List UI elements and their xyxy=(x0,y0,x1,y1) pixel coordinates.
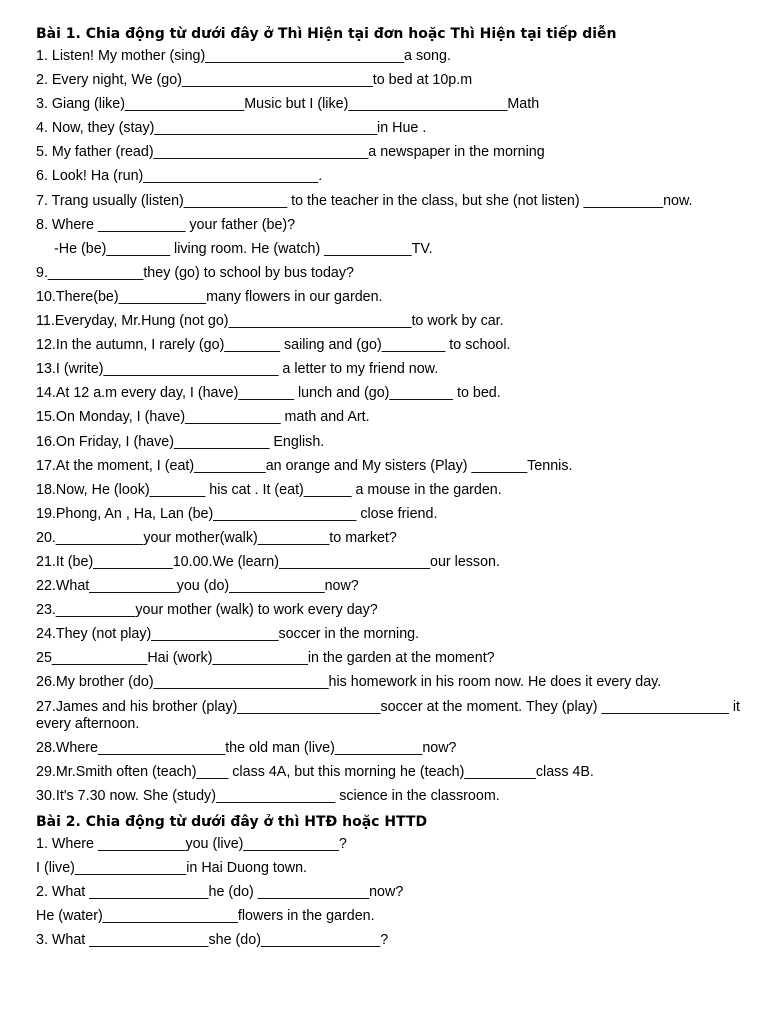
exercise-item: 17.At the moment, I (eat)_________an orange and My sisters (Play) _______Tennis. xyxy=(36,457,573,474)
exercise-item: 13.I (write)______________________ a letter to my friend now. xyxy=(36,361,439,378)
exercise-item: 18.Now, He (look)_______ his cat . It (eat)______ a mouse in the garden. xyxy=(36,481,502,498)
exercise-item: 7. Trang usually (listen)_____________ to the teacher in the class, but she (not listen) __________now. xyxy=(36,192,693,209)
exercise-item: 11.Everyday, Mr.Hung (not go)_______________________to work by car. xyxy=(36,313,504,330)
exercise-item: 19.Phong, An , Ha, Lan (be)__________________ close friend. xyxy=(36,505,438,522)
exercise-item: 14.At 12 a.m every day, I (have)_______ lunch and (go)________ to bed. xyxy=(36,385,501,402)
exercise2-title: Bài 2. Chia động từ dưới đây ở thì HTĐ hoặc HTTD xyxy=(36,813,428,830)
exercise-item: 29.Mr.Smith often (teach)____ class 4A, but this morning he (teach)_________class 4B. xyxy=(36,763,594,780)
exercise-item: 15.On Monday, I (have)____________ math and Art. xyxy=(36,409,370,426)
exercise-item: 9.____________they (go) to school by bus today? xyxy=(36,264,354,281)
exercise-item: 6. Look! Ha (run)______________________. xyxy=(36,168,323,185)
exercise-item: 26.My brother (do)______________________his homework in his room now. He does it every day. xyxy=(36,674,662,691)
exercise1-title: Bài 1. Chia động từ dưới đây ở Thì Hiện tại đơn hoặc Thì Hiện tại tiếp diễn xyxy=(36,26,617,42)
exercise-item: 23.__________your mother (walk) to work every day? xyxy=(36,602,378,619)
exercise-item: 24.They (not play)________________soccer in the morning. xyxy=(36,626,420,643)
exercise-item: 2. Every night, We (go)________________________to bed at 10p.m xyxy=(36,72,473,89)
exercise-item: 28.Where________________the old man (live)___________now? xyxy=(36,739,457,756)
exercise-item: 3. Giang (like)_______________Music but I (like)____________________Math xyxy=(36,96,540,113)
exercise-item: 21.It (be)__________10.00.We (learn)___________________our lesson. xyxy=(36,553,500,570)
exercise-item: 2. What _______________he (do) ______________now? xyxy=(36,884,404,901)
exercise-item: 4. Now, they (stay)____________________________in Hue . xyxy=(36,120,427,137)
exercise-item: 20.___________your mother(walk)_________to market? xyxy=(36,529,397,546)
exercise-item: 30.It's 7.30 now. She (study)_______________ science in the classroom. xyxy=(36,787,500,804)
exercise-item: 10.There(be)___________many flowers in our garden. xyxy=(36,288,383,305)
exercise-item-answer: -He (be)________ living room. He (watch) ___________TV. xyxy=(54,240,433,257)
exercise-item: 12.In the autumn, I rarely (go)_______ sailing and (go)________ to school. xyxy=(36,337,511,354)
exercise-item: 16.On Friday, I (have)____________ English. xyxy=(36,433,325,450)
exercise-item-answer: He (water)_________________flowers in the garden. xyxy=(36,908,375,925)
exercise-item-answer: I (live)______________in Hai Duong town. xyxy=(36,860,308,876)
exercise-item: 1. Listen! My mother (sing)_________________________a song. xyxy=(36,48,451,64)
exercise-item: 27.James and his brother (play)__________________soccer at the moment. They (play) ________________ it every afternoon. xyxy=(36,698,740,732)
exercise-item: 25____________Hai (work)____________in the garden at the moment? xyxy=(36,650,495,667)
exercise-item: 5. My father (read)___________________________a newspaper in the morning xyxy=(36,144,545,161)
exercise-item: 22.What___________you (do)____________now? xyxy=(36,578,359,595)
exercise-item: 1. Where ___________you (live)____________? xyxy=(36,835,347,852)
exercise-item: 3. What _______________she (do)_______________? xyxy=(36,932,389,949)
exercise-item: 8. Where ___________ your father (be)? xyxy=(36,216,296,233)
